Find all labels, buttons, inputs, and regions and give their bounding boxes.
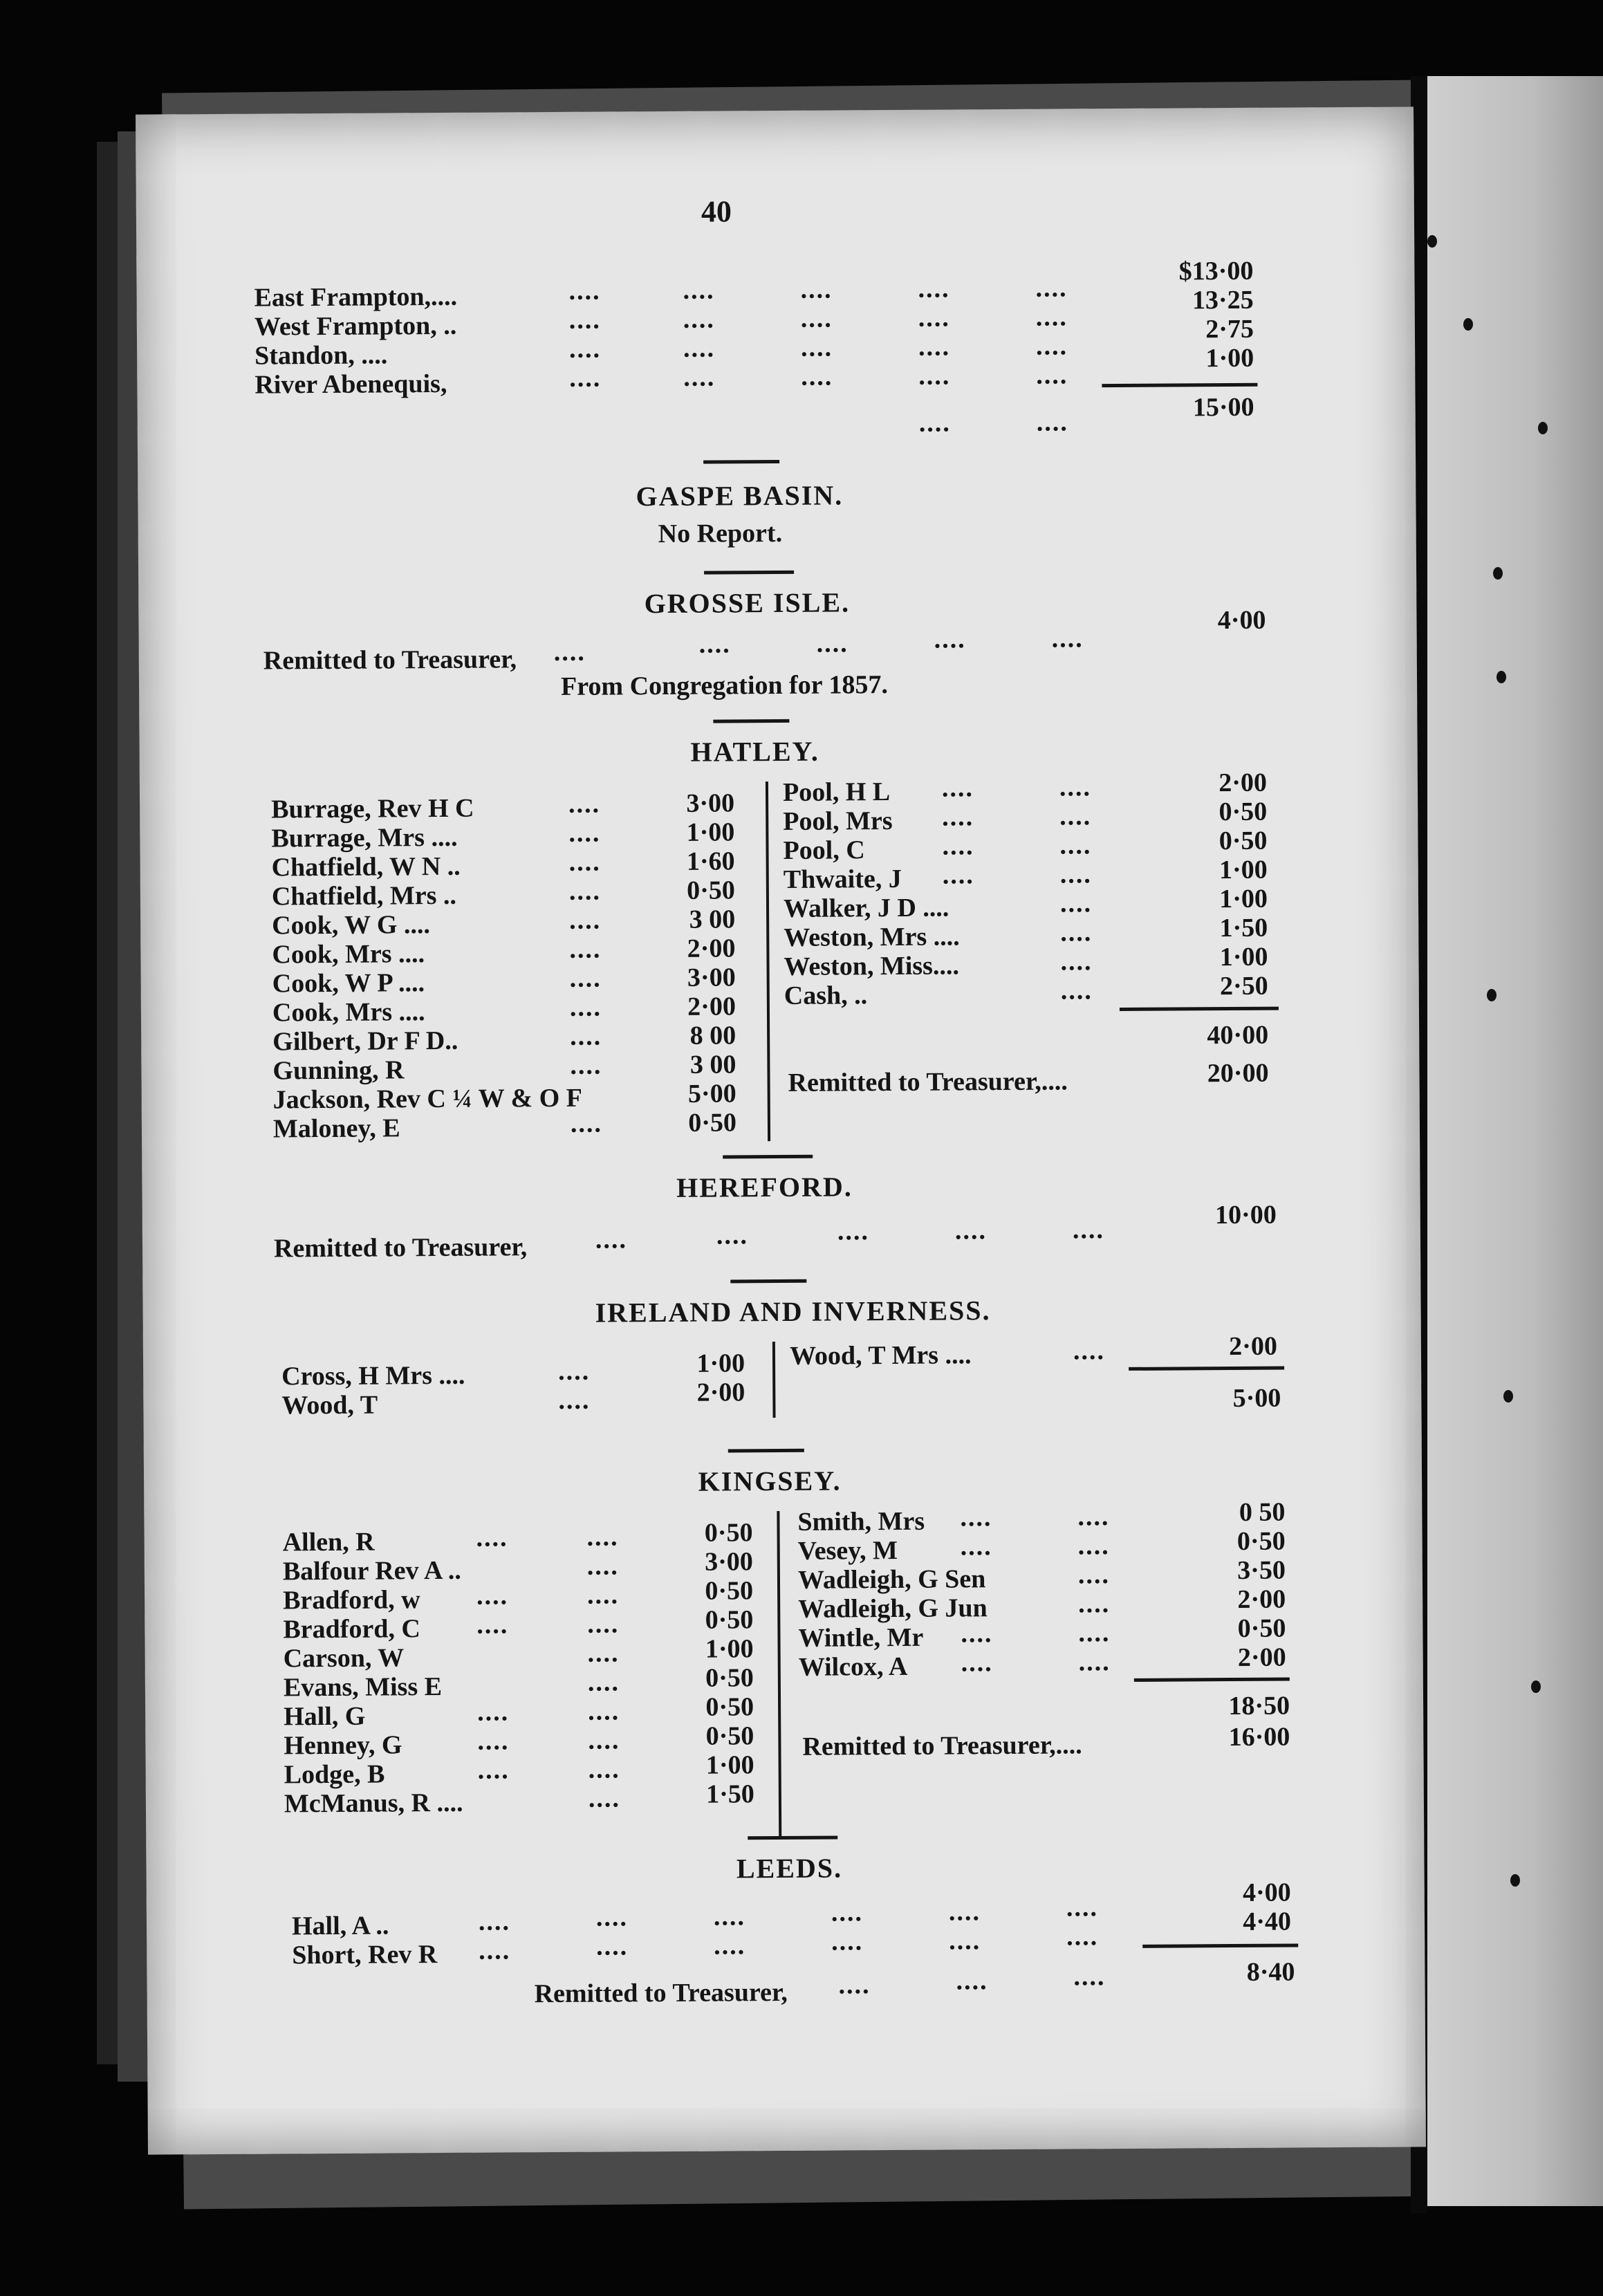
list-item-name: Burrage, Rev H C xyxy=(271,793,474,824)
leader-dots: .... xyxy=(1078,1589,1111,1619)
amount: 0·50 xyxy=(1219,826,1268,856)
section-rule xyxy=(704,571,794,575)
leader-dots: .... xyxy=(595,1902,629,1932)
leader-dots: .... xyxy=(1066,1922,1099,1952)
leader-dots: .... xyxy=(801,362,833,391)
leader-dots: .... xyxy=(587,1696,620,1726)
amount: 2·00 xyxy=(1237,1584,1286,1614)
amount: 1·00 xyxy=(696,1349,745,1378)
amount: 2·00 xyxy=(1237,1642,1286,1672)
leader-dots: .... xyxy=(569,963,602,993)
total-rule xyxy=(1102,383,1257,387)
list-item-name: Walker, J D .... xyxy=(783,893,949,923)
list-item-name: Weston, Mrs .... xyxy=(784,922,960,952)
section-title: IRELAND AND INVERNESS. xyxy=(595,1295,991,1328)
total-amount: 5·00 xyxy=(1232,1383,1281,1414)
total-rule xyxy=(1120,1007,1279,1011)
list-item-name: Carson, W xyxy=(283,1643,405,1674)
leader-dots: .... xyxy=(478,1907,511,1936)
list-item-name: Lodge, B xyxy=(284,1759,385,1790)
leader-dots: .... xyxy=(698,629,731,659)
leader-dots: .... xyxy=(570,1050,602,1080)
list-item-name: Jackson, Rev C ¼ W & O F xyxy=(272,1083,583,1115)
leader-dots: .... xyxy=(1059,889,1093,918)
leader-dots: .... xyxy=(568,305,601,335)
amount: 4·00 xyxy=(1242,1878,1291,1907)
leader-dots: .... xyxy=(476,1610,509,1640)
leader-dots: .... xyxy=(714,1931,746,1961)
leader-dots: .... xyxy=(1060,976,1093,1006)
remit-amount: 4·00 xyxy=(1217,605,1266,636)
ink-mark xyxy=(1510,1874,1520,1887)
leader-dots: .... xyxy=(569,992,602,1022)
amount: 1·00 xyxy=(705,1634,754,1664)
list-item-name: Chatfield, Mrs .. xyxy=(271,880,457,911)
leader-dots: .... xyxy=(1073,1962,1106,1992)
leader-dots: .... xyxy=(596,1932,629,1961)
amount: $13·00 xyxy=(1178,256,1254,286)
remit-amount: 16·00 xyxy=(1228,1722,1290,1752)
amount: 2·00 xyxy=(696,1378,745,1407)
leader-dots: .... xyxy=(570,1021,602,1051)
leader-dots: .... xyxy=(553,637,586,667)
remit-amount: 20·00 xyxy=(1207,1058,1269,1089)
leader-dots: .... xyxy=(837,1216,870,1246)
leader-dots: .... xyxy=(568,334,602,364)
leader-dots: .... xyxy=(942,860,974,890)
amount: 1·00 xyxy=(1205,343,1254,373)
remit-label: Remitted to Treasurer, xyxy=(263,645,517,676)
amount: 2·00 xyxy=(1229,1331,1278,1362)
leader-dots: .... xyxy=(1059,831,1092,860)
leader-dots: .... xyxy=(588,1755,620,1784)
leader-dots: .... xyxy=(1077,1531,1110,1561)
amount: 2·00 xyxy=(687,934,736,963)
leader-dots: .... xyxy=(954,1216,988,1246)
list-item-name: Hall, A .. xyxy=(291,1911,389,1941)
list-item-name: Maloney, E xyxy=(272,1113,400,1144)
leader-dots: .... xyxy=(941,773,974,803)
list-item-name: Cook, Mrs .... xyxy=(272,997,425,1028)
leader-dots: .... xyxy=(1060,947,1093,976)
section-note: No Report. xyxy=(658,518,783,549)
leader-dots: .... xyxy=(961,1648,993,1678)
leader-dots: .... xyxy=(477,1755,510,1785)
leader-dots: .... xyxy=(942,831,974,861)
list-item-name: Standon, .... xyxy=(254,340,388,371)
leader-dots: .... xyxy=(586,1551,619,1581)
section-note: From Congregation for 1857. xyxy=(560,670,889,701)
list-item-name: Wood, T Mrs .... xyxy=(789,1340,972,1371)
amount: 0·50 xyxy=(688,1108,737,1138)
leader-dots: .... xyxy=(800,304,833,333)
amount: 0·50 xyxy=(687,876,736,905)
amount: 1·00 xyxy=(1219,884,1268,914)
leader-dots: .... xyxy=(568,789,601,819)
list-item-name: Wadleigh, G Jun xyxy=(798,1593,988,1624)
leader-dots: .... xyxy=(1035,302,1068,332)
amount: 3 00 xyxy=(689,1050,736,1080)
amount: 2·00 xyxy=(1219,768,1268,798)
leader-dots: .... xyxy=(918,408,951,438)
amount: 3·50 xyxy=(1237,1555,1286,1585)
amount: 13·25 xyxy=(1192,285,1254,315)
list-item-name: Wadleigh, G Sen xyxy=(797,1564,986,1595)
list-item-name: Evans, Miss E xyxy=(283,1672,443,1703)
leader-dots: .... xyxy=(956,1966,988,1996)
leader-dots: .... xyxy=(479,1936,511,1965)
leader-dots: .... xyxy=(1035,331,1068,361)
amount: 4·40 xyxy=(1243,1907,1292,1936)
list-item-name: Bradford, w xyxy=(283,1585,420,1615)
leader-dots: .... xyxy=(800,275,833,304)
section-rule xyxy=(730,1279,806,1284)
column-divider xyxy=(777,1511,781,1836)
amount: 1·00 xyxy=(686,817,735,847)
leader-dots: .... xyxy=(569,905,602,935)
column-divider xyxy=(766,781,770,1141)
leader-dots: .... xyxy=(568,876,602,906)
total-rule xyxy=(1142,1943,1298,1947)
ink-mark xyxy=(1463,318,1473,331)
amount: 0·50 xyxy=(705,1605,754,1635)
leader-dots: .... xyxy=(586,1580,620,1610)
list-item-name: West Frampton, .. xyxy=(254,311,457,342)
leader-dots: .... xyxy=(960,1532,992,1562)
section-title: HEREFORD. xyxy=(676,1171,853,1203)
leader-dots: .... xyxy=(1051,624,1084,654)
list-item-name: Cash, .. xyxy=(784,981,868,1010)
remit-label: Remitted to Treasurer, xyxy=(273,1232,528,1263)
leader-dots: .... xyxy=(838,1970,871,2000)
list-item-name: Pool, Mrs xyxy=(783,806,893,836)
total-amount: 8·40 xyxy=(1246,1957,1295,1987)
amount: 2·50 xyxy=(1219,971,1268,1001)
ink-mark xyxy=(1487,989,1497,1001)
amount: 1·00 xyxy=(705,1750,754,1780)
list-item-name: Short, Rev R xyxy=(292,1940,438,1970)
leader-dots: .... xyxy=(587,1638,620,1668)
section-rule xyxy=(748,1836,837,1840)
amount: 2·75 xyxy=(1205,314,1254,344)
list-item-name: Weston, Miss.... xyxy=(784,951,960,981)
list-item-name: Wood, T xyxy=(281,1390,378,1420)
amount: 8 00 xyxy=(689,1021,736,1050)
leader-dots: .... xyxy=(568,818,601,848)
amount: 3·00 xyxy=(686,788,735,818)
leader-dots: .... xyxy=(1066,1893,1098,1923)
remit-amount: 10·00 xyxy=(1214,1200,1277,1230)
amount: 1·50 xyxy=(706,1779,754,1809)
amount: 3 00 xyxy=(689,905,736,934)
amount: 5·00 xyxy=(687,1079,736,1109)
total-amount: 15·00 xyxy=(1192,392,1254,423)
leader-dots: .... xyxy=(800,333,833,362)
section-title: KINGSEY. xyxy=(698,1465,842,1497)
section-rule xyxy=(723,1155,813,1159)
leader-dots: .... xyxy=(1077,1560,1111,1590)
leader-dots: .... xyxy=(587,1609,620,1639)
leader-dots: .... xyxy=(476,1581,509,1611)
list-item-name: Henney, G xyxy=(284,1730,402,1761)
leader-dots: .... xyxy=(949,1926,981,1956)
page-number: 40 xyxy=(701,194,732,229)
ink-mark xyxy=(1531,1681,1541,1693)
amount: 0·50 xyxy=(1237,1613,1286,1643)
section-rule xyxy=(713,719,789,723)
leader-dots: .... xyxy=(476,1697,510,1727)
list-item-name: Wilcox, A xyxy=(798,1651,908,1682)
leader-dots: .... xyxy=(683,275,715,305)
leader-dots: .... xyxy=(569,934,602,964)
leader-dots: .... xyxy=(1059,802,1092,831)
facing-page xyxy=(1427,76,1603,2206)
list-item-name: Cook, Mrs .... xyxy=(272,939,425,970)
leader-dots: .... xyxy=(831,1927,864,1956)
leader-dots: .... xyxy=(558,1385,591,1415)
leader-dots: .... xyxy=(1072,1215,1105,1245)
leader-dots: .... xyxy=(961,1619,993,1649)
list-item-name: Chatfield, W N .. xyxy=(271,851,461,882)
leader-dots: .... xyxy=(557,1356,591,1386)
ink-mark xyxy=(1493,567,1503,580)
list-item-name: Pool, C xyxy=(783,835,865,865)
list-item-name: Hall, G xyxy=(284,1701,366,1732)
list-item-name: Cook, W P .... xyxy=(272,968,425,999)
amount: 1·00 xyxy=(1219,855,1268,885)
leader-dots: .... xyxy=(960,1503,992,1533)
leader-dots: .... xyxy=(683,362,716,392)
leader-dots: .... xyxy=(1059,772,1092,802)
leader-dots: .... xyxy=(942,802,974,832)
leader-dots: .... xyxy=(570,1109,603,1138)
list-item-name: Balfour Rev A .. xyxy=(282,1555,461,1586)
amount: 0 50 xyxy=(1239,1497,1286,1527)
amount: 0·50 xyxy=(705,1721,754,1751)
leader-dots: .... xyxy=(568,276,601,306)
leader-dots: .... xyxy=(1036,407,1068,437)
leader-dots: .... xyxy=(934,624,966,654)
remit-label: Remitted to Treasurer, xyxy=(534,1977,788,2009)
leader-dots: .... xyxy=(1035,273,1068,303)
leader-dots: .... xyxy=(588,1784,621,1813)
leader-dots: .... xyxy=(476,1523,508,1553)
ink-mark xyxy=(1503,1390,1513,1402)
amount: 0·50 xyxy=(1236,1526,1286,1556)
amount: 3·00 xyxy=(704,1547,753,1577)
remit-label: Remitted to Treasurer,.... xyxy=(788,1066,1068,1098)
leader-dots: .... xyxy=(588,1725,620,1755)
leader-dots: .... xyxy=(586,1522,619,1552)
amount: 0·50 xyxy=(705,1576,754,1606)
list-item-name: Gunning, R xyxy=(272,1055,405,1086)
amount: 0·50 xyxy=(1219,797,1268,827)
total-amount: 40·00 xyxy=(1207,1020,1269,1050)
amount: 0·50 xyxy=(705,1692,754,1722)
list-item-name: East Frampton,.... xyxy=(254,281,458,313)
leader-dots: .... xyxy=(587,1667,620,1697)
ink-mark xyxy=(1538,422,1548,434)
section-title: LEEDS. xyxy=(736,1852,843,1885)
leader-dots: .... xyxy=(1078,1618,1111,1648)
leader-dots: .... xyxy=(918,332,951,362)
amount: 0·50 xyxy=(704,1518,753,1548)
leader-dots: .... xyxy=(918,303,950,333)
leader-dots: .... xyxy=(1059,860,1092,889)
leader-dots: .... xyxy=(1060,918,1093,947)
leader-dots: .... xyxy=(1078,1647,1111,1677)
leader-dots: .... xyxy=(713,1902,746,1932)
column-divider xyxy=(772,1342,776,1418)
total-rule xyxy=(1134,1678,1290,1682)
ink-mark xyxy=(1427,235,1437,248)
section-title: GROSSE ISLE. xyxy=(644,586,851,620)
amount: 3·00 xyxy=(687,963,736,992)
list-item-name: Burrage, Mrs .... xyxy=(271,822,458,853)
list-item-name: Cross, H Mrs .... xyxy=(281,1360,465,1391)
leader-dots: .... xyxy=(716,1221,749,1250)
list-item-name: Bradford, C xyxy=(283,1614,420,1645)
leader-dots: .... xyxy=(1036,360,1068,390)
list-item-name: Vesey, M xyxy=(797,1535,898,1566)
leader-dots: .... xyxy=(595,1225,628,1255)
list-item-name: Smith, Mrs xyxy=(797,1506,925,1537)
leader-dots: .... xyxy=(569,363,602,393)
list-item-name: Thwaite, J xyxy=(783,864,902,894)
printed-page xyxy=(136,107,1426,2154)
amount: 2·00 xyxy=(687,992,736,1021)
section-rule xyxy=(728,1449,804,1453)
total-rule xyxy=(1129,1367,1284,1371)
list-item-name: Allen, R xyxy=(282,1527,375,1557)
leader-dots: .... xyxy=(683,333,716,363)
leader-dots: .... xyxy=(1073,1336,1106,1366)
leader-dots: .... xyxy=(816,629,849,658)
section-rule xyxy=(703,460,779,464)
list-item-name: River Abenequis, xyxy=(254,369,447,400)
list-item-name: Cook, W G .... xyxy=(272,910,431,941)
leader-dots: .... xyxy=(683,304,715,334)
total-amount: 18·50 xyxy=(1228,1691,1290,1721)
remit-label: Remitted to Treasurer,.... xyxy=(802,1730,1082,1761)
ink-mark xyxy=(1497,671,1506,683)
leader-dots: .... xyxy=(918,274,950,304)
section-title: HATLEY. xyxy=(690,735,819,768)
section-title: GASPE BASIN. xyxy=(636,479,844,512)
leader-dots: .... xyxy=(918,361,951,391)
amount: 0·50 xyxy=(705,1663,754,1693)
list-item-name: Gilbert, Dr F D.. xyxy=(272,1026,458,1057)
leader-dots: .... xyxy=(1077,1502,1110,1532)
leader-dots: .... xyxy=(831,1898,864,1927)
leader-dots: .... xyxy=(948,1897,981,1927)
leader-dots: .... xyxy=(568,847,601,877)
leader-dots: .... xyxy=(477,1726,510,1756)
amount: 1·00 xyxy=(1219,942,1268,972)
amount: 1·60 xyxy=(686,846,735,876)
list-item-name: McManus, R .... xyxy=(284,1788,463,1819)
list-item-name: Pool, H L xyxy=(782,777,891,807)
amount: 1·50 xyxy=(1219,913,1268,943)
list-item-name: Wintle, Mr xyxy=(798,1622,924,1653)
